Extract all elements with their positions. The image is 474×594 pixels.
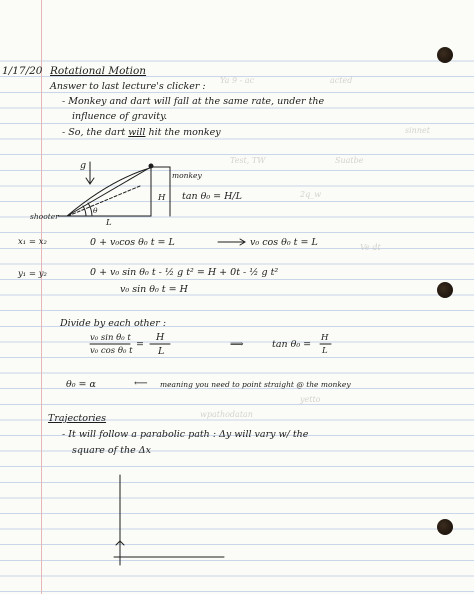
x-result: v₀ cos θ₀ t = L (250, 237, 318, 248)
bleed-text: wpathodatan (200, 410, 253, 419)
trajectories-line: - It will follow a parabolic path : Δy will vary w/ the (62, 429, 309, 440)
conclusion-text: meaning you need to point straight @ the monkey (160, 380, 351, 389)
bleed-text: 2q_w (300, 190, 322, 199)
gravity-label: g (80, 160, 87, 171)
rhs-denominator: L (158, 346, 165, 357)
y-result: v₀ sin θ₀ t = H (120, 284, 188, 295)
bleed-text: sinnet (405, 126, 430, 135)
tan-denominator: L (322, 346, 328, 356)
angle-arc (83, 206, 86, 216)
conclusion-equation: θ₀ = α (66, 379, 96, 390)
conclusion-arrow: ⟵ (134, 378, 148, 389)
bleed-text: acted (330, 76, 353, 85)
note-title: Rotational Motion (50, 65, 147, 77)
tan-equation: tan θ₀ = H/L (182, 191, 242, 202)
trajectories-heading: Trajectories (48, 413, 107, 424)
answer-line: - Monkey and dart will fall at the same rate, under the (62, 96, 325, 107)
H-label: H (158, 193, 166, 203)
monkey-label: monkey (172, 171, 202, 180)
triangle-hypotenuse (67, 167, 151, 216)
shooter-label: shooter (30, 212, 59, 221)
L-label: L (106, 218, 112, 228)
angle-arc (88, 203, 92, 216)
answer-line: influence of gravity. (72, 111, 168, 122)
divide-equals: = (136, 339, 144, 350)
tan-lhs: tan θ₀ = (272, 339, 312, 350)
divide-denominator: v₀ cos θ₀ t (90, 346, 133, 356)
tan-numerator: H (321, 333, 329, 343)
y-label: y₁ = y₂ (18, 269, 47, 279)
rhs-numerator: H (156, 332, 165, 343)
monkey-dot (149, 164, 153, 168)
bleed-text: Ya 9 - ac (220, 76, 255, 85)
answer-prefix: - So, the dart (62, 127, 126, 138)
x-label: x₁ = x₂ (18, 237, 47, 247)
answer-emphasis: will (128, 127, 146, 138)
bleed-text: Ve dt (360, 243, 381, 252)
bleed-text: Test, TW (230, 156, 266, 165)
x-equation: 0 + v₀cos θ₀ t = L (90, 237, 175, 248)
bleed-text: yetto (300, 395, 321, 404)
divide-heading: Divide by each other : (60, 318, 167, 329)
theta-label: θ (93, 206, 98, 215)
answer-suffix: hit the monkey (148, 127, 221, 138)
y-equation: 0 + v₀ sin θ₀ t - ½ g t² = H + 0t - ½ g t² (90, 267, 279, 278)
bleed-text: Suatbe (335, 156, 364, 165)
aim-line (68, 186, 140, 216)
divide-numerator: v₀ sin θ₀ t (90, 333, 131, 343)
implies-arrow: ⟹ (230, 339, 244, 350)
note-date: 1/17/20 (2, 65, 43, 77)
answer-line: Answer to last lecture's clicker : (50, 81, 206, 92)
trajectories-line: square of the Δx (72, 445, 151, 456)
